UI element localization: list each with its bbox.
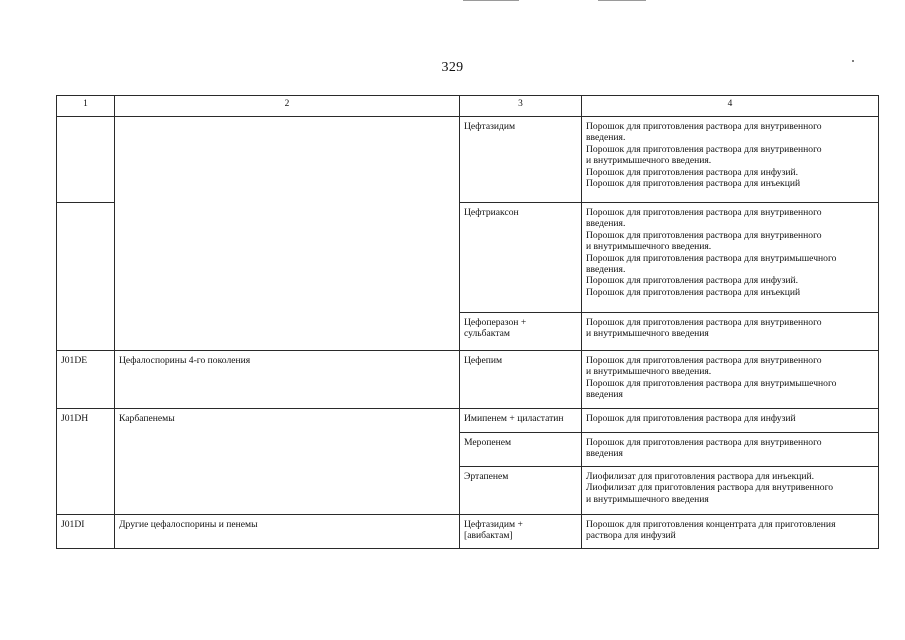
scan-artifact-line [598, 0, 646, 1]
scan-artifact-line [463, 0, 519, 1]
dosage-forms-cell: Порошок для приготовления раствора для внутривенного введения [582, 433, 879, 467]
column-header: 2 [115, 96, 460, 117]
column-header: 4 [582, 96, 879, 117]
drug-table [56, 95, 879, 549]
dosage-forms-cell: Порошок для приготовления концентрата для приготовления раствора для инфузий [582, 515, 879, 549]
dosage-forms-cell: Порошок для приготовления раствора для инфузий [582, 409, 879, 433]
dosage-forms-cell: Порошок для приготовления раствора для внутривенного и внутримышечного введения [582, 313, 879, 351]
code-cell: J01DI [57, 515, 115, 549]
drug-cell: Меропенем [460, 433, 582, 467]
drug-cell: Цефепим [460, 351, 582, 409]
table-row [57, 515, 879, 549]
drug-cell: Эртапенем [460, 467, 582, 515]
table-row [57, 409, 879, 433]
column-header: 1 [57, 96, 115, 117]
code-cell [57, 203, 115, 351]
drug-cell: Цефтриаксон [460, 203, 582, 313]
group-cell [115, 117, 460, 351]
code-cell: J01DE [57, 351, 115, 409]
dosage-forms-cell: Лиофилизат для приготовления раствора для инъекций. Лиофилизат для приготовления раствора для внутривенного и внутримышечного введения [582, 467, 879, 515]
drug-cell: Имипенем + циластатин [460, 409, 582, 433]
drug-cell: Цефоперазон + сульбактам [460, 313, 582, 351]
drug-cell: Цефтазидим + [авибактам] [460, 515, 582, 549]
table-row [57, 117, 879, 203]
dosage-forms-cell: Порошок для приготовления раствора для внутривенного и внутримышечного введения. Порошок для приготовления раствора для внутримышечного введения [582, 351, 879, 409]
group-cell: Карбапенемы [115, 409, 460, 515]
drug-cell: Цефтазидим [460, 117, 582, 203]
code-cell [57, 117, 115, 203]
page-number: 329 [441, 60, 464, 75]
dosage-forms-cell: Порошок для приготовления раствора для внутривенного введения. Порошок для приготовления раствора для внутривенного и внутримышечного введения. Порошок для приготовления раствора для инфузий. Порошок для приготовления раствора для инъекций [582, 117, 879, 203]
table-header-row [57, 96, 879, 117]
code-cell: J01DH [57, 409, 115, 515]
column-header: 3 [460, 96, 582, 117]
group-cell: Цефалоспорины 4-го поколения [115, 351, 460, 409]
dosage-forms-cell: Порошок для приготовления раствора для внутривенного введения. Порошок для приготовления раствора для внутривенного и внутримышечного введения. Порошок для приготовления раствора для внутримышечного введения. Порошок для приготовления раствора для инфузий. Порошок для приготовления раствора для инъекций [582, 203, 879, 313]
scan-dot [852, 60, 854, 62]
table-row [57, 351, 879, 409]
group-cell: Другие цефалоспорины и пенемы [115, 515, 460, 549]
